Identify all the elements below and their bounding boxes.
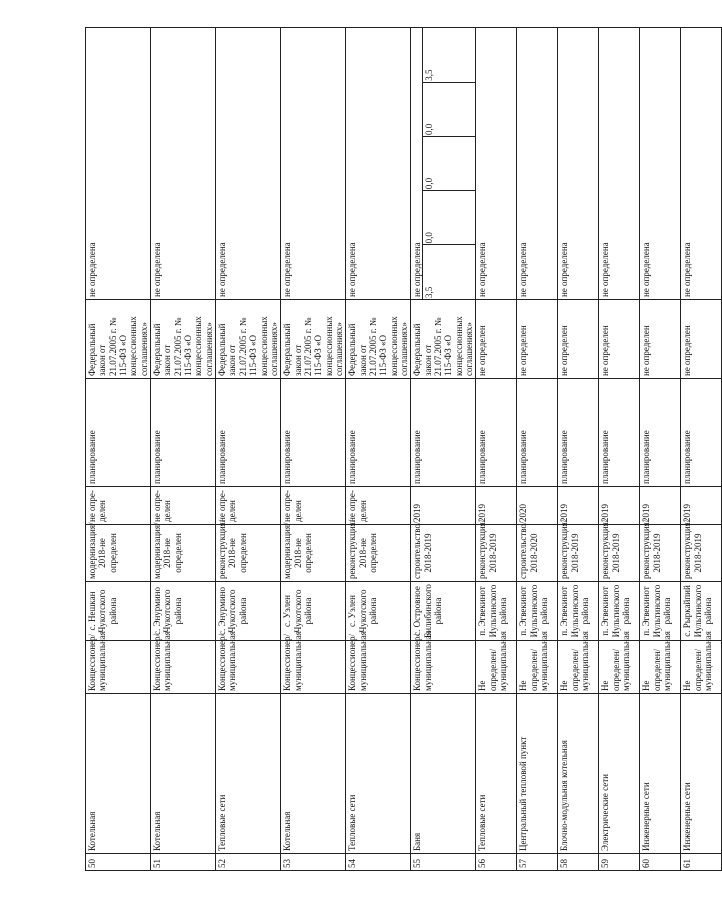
table-row — [346, 28, 411, 871]
legal-basis: не определен — [599, 300, 640, 379]
status: планирование — [86, 379, 151, 487]
row-number: 56 — [476, 854, 517, 871]
object-name: Тепловые сети — [346, 694, 411, 854]
legal-basis: Федеральный закон от 21.07.2005 г. № 115-ФЗ «О концессионных соглашениях» — [151, 300, 216, 379]
row-number: 50 — [86, 854, 151, 871]
projects-table — [85, 27, 722, 871]
work-type-period: реконструкция/ 2018-2019 — [681, 525, 722, 582]
location: п. Эгвекинот Иультинского района — [558, 582, 599, 641]
table-row — [476, 28, 517, 871]
completion-year: не опре-делен — [346, 487, 411, 525]
work-type-period: реконструкция/ 2018-не определен — [346, 525, 411, 582]
location: с. Уэлен Чукотского района — [281, 582, 346, 641]
owner-form: Концессионер/ муниципальная — [151, 641, 216, 694]
owner-form: Не определен/ муниципальная — [681, 641, 722, 694]
table-row — [681, 28, 722, 871]
financing-value: 3,5 — [424, 69, 435, 81]
cost: не определена — [216, 28, 281, 300]
work-type-period: реконструкция/ 2018-2019 — [640, 525, 681, 582]
owner-form: Концессионер/ муниципальная — [346, 641, 411, 694]
table-row — [599, 28, 640, 871]
object-name: Электрические сети — [599, 694, 640, 854]
table-row — [216, 28, 281, 871]
owner-form: Концессионер/ муниципальная — [281, 641, 346, 694]
row-number: 58 — [558, 854, 599, 871]
table-row — [517, 28, 558, 871]
table-row — [151, 28, 216, 871]
location: п. Эгвекинот Иультинского района — [476, 582, 517, 641]
completion-year: 2019 — [411, 487, 476, 525]
row-number: 51 — [151, 854, 216, 871]
owner-form: Концессионер/ муниципальная — [86, 641, 151, 694]
owner-form: Не определен/ муниципальная — [517, 641, 558, 694]
financing-value: 0,0 — [423, 191, 475, 245]
owner-form: Концессионер/ муниципальная — [411, 641, 476, 694]
legal-basis: Федеральный закон от 21.07.2005 г. № 115-ФЗ «О концессионных соглашениях» — [411, 300, 476, 379]
table-row — [411, 28, 476, 871]
completion-year: не опре-делен — [151, 487, 216, 525]
completion-year: не опре-делен — [86, 487, 151, 525]
location: с. Энурмино Чукотского района — [216, 582, 281, 641]
owner-form: Не определен/ муниципальная — [599, 641, 640, 694]
object-name: Баня — [411, 694, 476, 854]
rotated-page — [85, 28, 714, 871]
legal-basis: не определен — [476, 300, 517, 379]
cost: не определена — [86, 28, 151, 300]
status: планирование — [346, 379, 411, 487]
legal-basis: не определен — [640, 300, 681, 379]
completion-year: не опре-делен — [281, 487, 346, 525]
object-name: Инженерные сети — [640, 694, 681, 854]
cost: не определена — [476, 28, 517, 300]
row-number: 55 — [411, 854, 476, 871]
location: п. Эгвекинот Иультинского района — [599, 582, 640, 641]
object-name: Центральный тепловой пункт — [517, 694, 558, 854]
legal-basis: не определен — [558, 300, 599, 379]
work-type-period: модернизация/ 2018-не определен — [281, 525, 346, 582]
table-row — [558, 28, 599, 871]
cost: не определена — [346, 28, 411, 300]
work-type-period: модернизация/ 2018-не определен — [151, 525, 216, 582]
location: с. Рыркайпий Иультинского района — [681, 582, 722, 641]
row-number: 53 — [281, 854, 346, 871]
work-type-period: строительство/ 2018-2020 — [517, 525, 558, 582]
financing-value: 0,0 — [423, 136, 475, 190]
completion-year: 2019 — [476, 487, 517, 525]
completion-year: не опре-делен — [216, 487, 281, 525]
cost-cell — [411, 28, 476, 300]
object-name: Тепловые сети — [476, 694, 517, 854]
work-type-period: реконструкция/ 2018-2019 — [476, 525, 517, 582]
cost: не определена — [151, 28, 216, 300]
status: планирование — [517, 379, 558, 487]
row-number: 59 — [599, 854, 640, 871]
row-number: 52 — [216, 854, 281, 871]
completion-year: 2019 — [640, 487, 681, 525]
owner-form: Не определен/ муниципальная — [640, 641, 681, 694]
row-number: 60 — [640, 854, 681, 871]
location: п. Эгвекинот Иультинского района — [517, 582, 558, 641]
completion-year: 2020 — [517, 487, 558, 525]
owner-form: Не определен/ муниципальная — [558, 641, 599, 694]
status: планирование — [681, 379, 722, 487]
location: п. Эгвекинот Иультинского района — [640, 582, 681, 641]
work-type-period: реконструкция/ 2018-2019 — [599, 525, 640, 582]
object-name: Инженерные сети — [681, 694, 722, 854]
owner-form: Концессионер/ муниципальная — [216, 641, 281, 694]
status: планирование — [558, 379, 599, 487]
cost: не определена — [681, 28, 722, 300]
cost: не определена — [640, 28, 681, 300]
status: планирование — [281, 379, 346, 487]
table-row — [281, 28, 346, 871]
cost: не определена — [599, 28, 640, 300]
legal-basis: не определен — [517, 300, 558, 379]
work-type-period: строительство/ 2018-2019 — [411, 525, 476, 582]
object-name: Тепловые сети — [216, 694, 281, 854]
status: планирование — [640, 379, 681, 487]
table-row — [86, 28, 151, 871]
row-number: 57 — [517, 854, 558, 871]
completion-year: 2019 — [681, 487, 722, 525]
work-type-period: реконструкция/ 2018-не определен — [216, 525, 281, 582]
object-name: Котельная — [281, 694, 346, 854]
location: с. Островное Билибинского района — [411, 582, 476, 641]
cost: не определена — [281, 28, 346, 300]
legal-basis: Федеральный закон от 21.07.2005 г. № 115-ФЗ «О концессионных соглашениях» — [216, 300, 281, 379]
legal-basis: Федеральный закон от 21.07.2005 г. № 115-ФЗ «О концессионных соглашениях» — [281, 300, 346, 379]
location: с. Нешкан Чукотского района — [86, 582, 151, 641]
object-name: Блочно-модульная котельная — [558, 694, 599, 854]
table-row — [640, 28, 681, 871]
status: планирование — [411, 379, 476, 487]
legal-basis: Федеральный закон от 21.07.2005 г. № 115-ФЗ «О концессионных соглашениях» — [86, 300, 151, 379]
legal-basis: не определен — [681, 300, 722, 379]
completion-year: 2019 — [599, 487, 640, 525]
financing-value: 3,5 — [423, 245, 475, 299]
cost: не определена — [558, 28, 599, 300]
work-type-period: реконструкция/ 2018-2019 — [558, 525, 599, 582]
row-number: 61 — [681, 854, 722, 871]
row-number: 54 — [346, 854, 411, 871]
cost: не определена — [517, 28, 558, 300]
work-type-period: модернизация/ 2018-не определен — [86, 525, 151, 582]
status: планирование — [599, 379, 640, 487]
location: с. Уэлен Чукотского района — [346, 582, 411, 641]
status: планирование — [476, 379, 517, 487]
status: планирование — [151, 379, 216, 487]
status: планирование — [216, 379, 281, 487]
completion-year: 2019 — [558, 487, 599, 525]
legal-basis: Федеральный закон от 21.07.2005 г. № 115-ФЗ «О концессионных соглашениях» — [346, 300, 411, 379]
cost-text: не определена — [412, 242, 423, 297]
object-name: Котельная — [151, 694, 216, 854]
financing-value: 0,0 — [423, 82, 475, 136]
financing-breakdown — [422, 27, 476, 299]
owner-form: Не определен/ муниципальная — [476, 641, 517, 694]
object-name: Котельная — [86, 694, 151, 854]
location: с. Энурмино Чукотского района — [151, 582, 216, 641]
